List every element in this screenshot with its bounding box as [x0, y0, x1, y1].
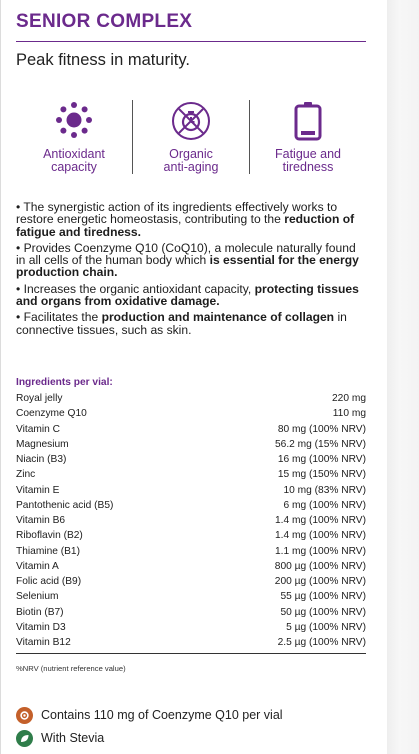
ingredient-row — [16, 498, 366, 513]
ingredient-name: Vitamin D3 — [16, 621, 66, 633]
badge-text: With Stevia — [41, 731, 105, 745]
antioxidant-icon — [54, 100, 94, 145]
description-paragraph: • Facilitates the production and maintenance of collagen in connective tissues, such as skin. — [16, 310, 347, 337]
ingredients-divider — [16, 653, 366, 654]
nrv-note: %NRV (nutrient reference value) — [16, 664, 126, 673]
ingredient-name: Niacin (B3) — [16, 454, 67, 465]
ingredient-name: Folic acid (B9) — [16, 576, 82, 587]
ingredient-value: 15 mg (150% NRV) — [277, 469, 366, 481]
ingredient-row — [16, 574, 366, 589]
title-divider — [16, 41, 366, 42]
ingredient-row — [16, 422, 366, 437]
ingredient-row — [16, 483, 366, 498]
ingredient-row — [16, 513, 366, 528]
feature-label: Fatigue and tiredness — [274, 147, 342, 174]
ingredient-value: 200 µg (100% NRV) — [274, 576, 366, 587]
badge-text: Contains 110 mg of Coenzyme Q10 per vial — [41, 708, 283, 722]
coenzyme-icon — [16, 707, 33, 724]
ingredient-value: 6 mg (100% NRV) — [283, 499, 366, 511]
ingredient-value: 5 µg (100% NRV) — [286, 621, 366, 633]
ingredients-table — [16, 391, 366, 650]
ingredient-name: Vitamin B12 — [16, 637, 71, 648]
ingredient-name: Coenzyme Q10 — [16, 408, 87, 420]
ingredient-value: 220 mg — [332, 393, 366, 404]
ingredient-row — [16, 605, 366, 620]
feature-label: Organic anti-aging — [163, 147, 219, 174]
ingredient-name: Zinc — [16, 469, 36, 481]
feature-label: Antioxidant capacity — [43, 147, 105, 174]
ingredient-name: Magnesium — [16, 438, 69, 450]
badge-stevia — [16, 729, 104, 747]
ingredient-name: Pantothenic acid (B5) — [16, 499, 114, 511]
ingredient-row — [16, 391, 366, 406]
ingredient-row — [16, 559, 366, 574]
ingredient-row — [16, 620, 366, 635]
ingredient-value: 110 mg — [332, 408, 366, 420]
ingredient-name: Riboflavin (B2) — [16, 530, 83, 542]
ingredient-name: Royal jelly — [16, 393, 63, 404]
product-subtitle: Peak fitness in maturity. — [16, 51, 190, 69]
description-paragraph: • Provides Coenzyme Q10 (CoQ10), a molecule naturally found in all cells of the human body which is essential for the energy production chain. — [16, 240, 359, 280]
ingredient-name: Vitamin A — [16, 560, 59, 572]
ingredient-value: 56.2 mg (15% NRV) — [275, 438, 366, 450]
ingredient-row — [16, 635, 366, 650]
ingredient-name: Selenium — [16, 591, 59, 603]
description-paragraph: • Increases the organic antioxidant capacity, protecting tissues and organs from oxidative damage. — [16, 281, 359, 309]
badge-coenzyme — [16, 706, 283, 724]
anti-aging-icon — [170, 100, 212, 147]
ingredient-row — [16, 452, 366, 467]
ingredient-value: 55 µg (100% NRV) — [280, 591, 366, 603]
feature-anti-aging — [133, 96, 249, 182]
feature-antioxidant — [16, 96, 132, 182]
ingredient-name: Biotin (B7) — [16, 606, 64, 618]
ingredient-value: 800 µg (100% NRV) — [274, 560, 366, 572]
stevia-leaf-icon — [16, 730, 33, 747]
product-description — [16, 201, 366, 340]
ingredient-name: Vitamin E — [16, 484, 60, 496]
ingredient-value: 10 mg (83% NRV) — [283, 484, 366, 496]
ingredient-value: 2.5 µg (100% NRV) — [277, 637, 366, 648]
ingredients-title: Ingredients per vial: — [16, 377, 113, 388]
ingredient-row — [16, 544, 366, 559]
feature-fatigue — [250, 96, 366, 182]
ingredient-row — [16, 589, 366, 604]
ingredient-row — [16, 437, 366, 452]
ingredient-name: Vitamin B6 — [16, 515, 66, 526]
product-title: SENIOR COMPLEX — [16, 11, 193, 32]
ingredient-value: 80 mg (100% NRV) — [277, 423, 366, 435]
ingredient-row — [16, 467, 366, 482]
ingredient-row — [16, 528, 366, 543]
features-row — [16, 96, 366, 182]
ingredient-value: 50 µg (100% NRV) — [280, 606, 366, 618]
ingredient-row — [16, 406, 366, 421]
ingredient-value: 1.4 mg (100% NRV) — [275, 515, 366, 526]
ingredient-name: Thiamine (B1) — [16, 545, 80, 557]
description-paragraph: • The synergistic action of its ingredients effectively works to restore energetic homeostasis, contributing to the reduction of fatigue and tiredness. — [16, 200, 355, 239]
side-rail — [387, 0, 419, 754]
ingredient-value: 1.1 mg (100% NRV) — [275, 545, 366, 557]
battery-icon — [292, 100, 324, 147]
ingredient-value: 1.4 mg (100% NRV) — [275, 530, 366, 542]
ingredient-value: 16 mg (100% NRV) — [277, 454, 366, 465]
ingredient-name: Vitamin C — [16, 423, 60, 435]
